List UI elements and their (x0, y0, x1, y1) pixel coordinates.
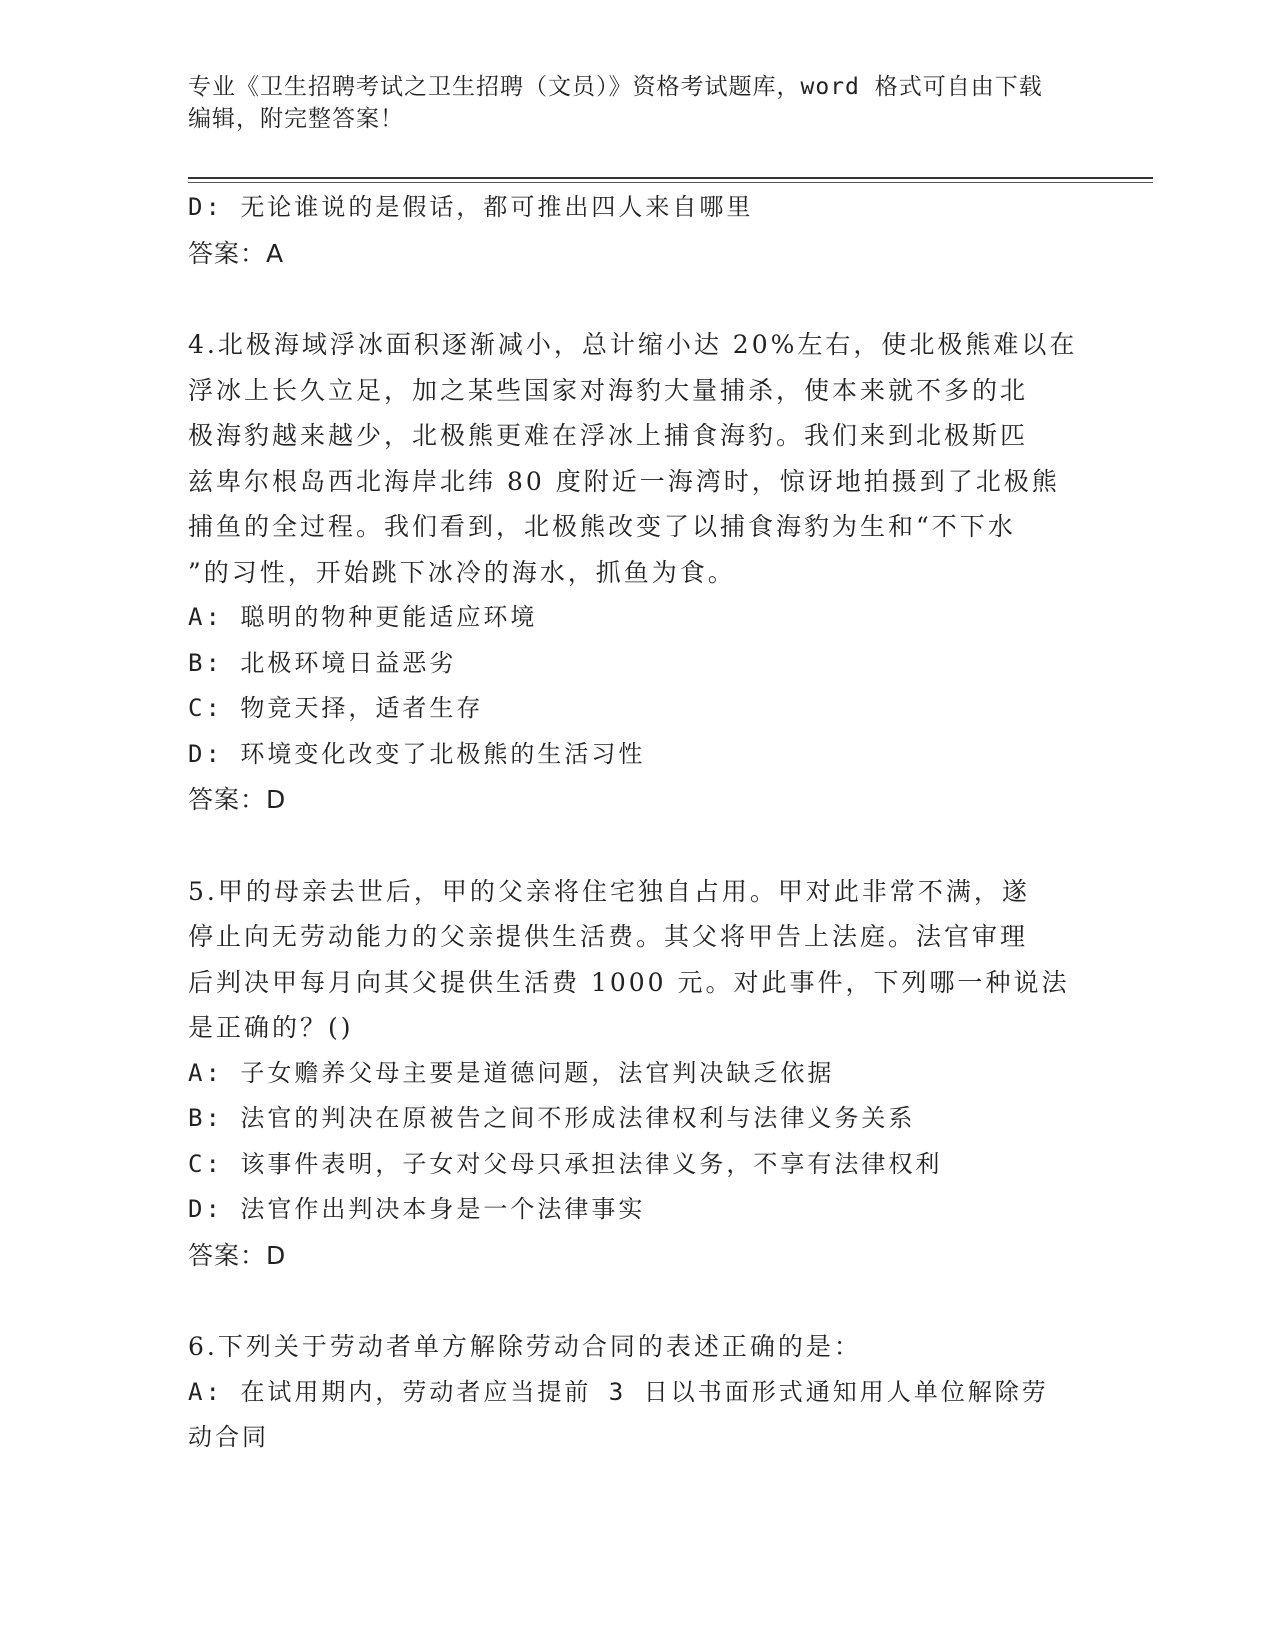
header-line-1: 专业《卫生招聘考试之卫生招聘（文员）》资格考试题库，word 格式可自由下载 (188, 74, 1043, 100)
option-b: B: 法官的判决在原被告之间不形成法律权利与法律义务关系 (188, 1104, 916, 1132)
option-a-continued: 动合同 (188, 1423, 269, 1451)
option-c: C: 该事件表明，子女对父母只承担法律义务，不享有法律权利 (188, 1149, 943, 1178)
answer-line: 答案：D (188, 1240, 287, 1270)
question-5 (188, 869, 1088, 1279)
question-text-line: ”的习性，开始跳下冰冷的海水，抓鱼为食。 (188, 557, 736, 587)
question-text-line: 兹卑尔根岛西北海岸北纬 80 度附近一海湾时，惊讶地拍摄到了北极熊 (188, 466, 1060, 496)
question-4 (188, 322, 1088, 823)
question-content (188, 185, 1088, 1461)
option-b: B: 北极环境日益恶劣 (188, 648, 457, 677)
spacer (188, 823, 1088, 869)
page-header (188, 71, 1078, 135)
question-text-line: 5.甲的母亲去世后，甲的父亲将住宅独自占用。甲对此非常不满，遂 (188, 876, 1030, 906)
answer-line: 答案：A (188, 238, 285, 268)
question-text-line: 6.下列关于劳动者单方解除劳动合同的表述正确的是： (188, 1332, 862, 1361)
option-c: C: 物竞天择，适者生存 (188, 694, 484, 722)
question-text-line: 后判决甲每月向其父提供生活费 1000 元。对此事件，下列哪一种说法 (188, 967, 1070, 997)
spacer (188, 276, 1088, 322)
question-text-line: 捕鱼的全过程。我们看到，北极熊改变了以捕食海豹为生和“不下水 (188, 512, 1016, 541)
option-d: D: 法官作出判决本身是一个法律事实 (188, 1195, 646, 1223)
answer-line: 答案：D (188, 785, 287, 814)
question-6 (188, 1324, 1088, 1461)
option-a: A: 聪明的物种更能适应环境 (188, 603, 538, 631)
option-a: A: 在试用期内，劳动者应当提前 3 日以书面形式通知用人单位解除劳 (188, 1377, 1049, 1406)
header-rule-thin (188, 182, 1153, 183)
question-text-line: 是正确的？() (188, 1013, 354, 1042)
spacer (188, 1278, 1088, 1324)
question-text-line: 停止向无劳动能力的父亲提供生活费。其父将甲告上法庭。法官审理 (188, 922, 1029, 951)
header-line-2: 编辑，附完整答案！ (188, 106, 404, 132)
previous-question-tail (188, 185, 1088, 276)
option-d: D: 无论谁说的是假话，都可推出四人来自哪里 (188, 193, 754, 221)
option-d: D: 环境变化改变了北极熊的生活习性 (188, 739, 646, 768)
question-text-line: 浮冰上长久立足，加之某些国家对海豹大量捕杀，使本来就不多的北 (188, 375, 1029, 405)
question-text-line: 4.北极海域浮冰面积逐渐减小，总计缩小达 20%左右，使北极熊难以在 (188, 330, 1078, 359)
option-a: A: 子女赡养父母主要是道德问题，法官判决缺乏依据 (188, 1058, 835, 1087)
question-text-line: 极海豹越来越少，北极熊更难在浮冰上捕食海豹。我们来到北极斯匹 (188, 421, 1029, 450)
header-rule-thick (188, 177, 1153, 179)
